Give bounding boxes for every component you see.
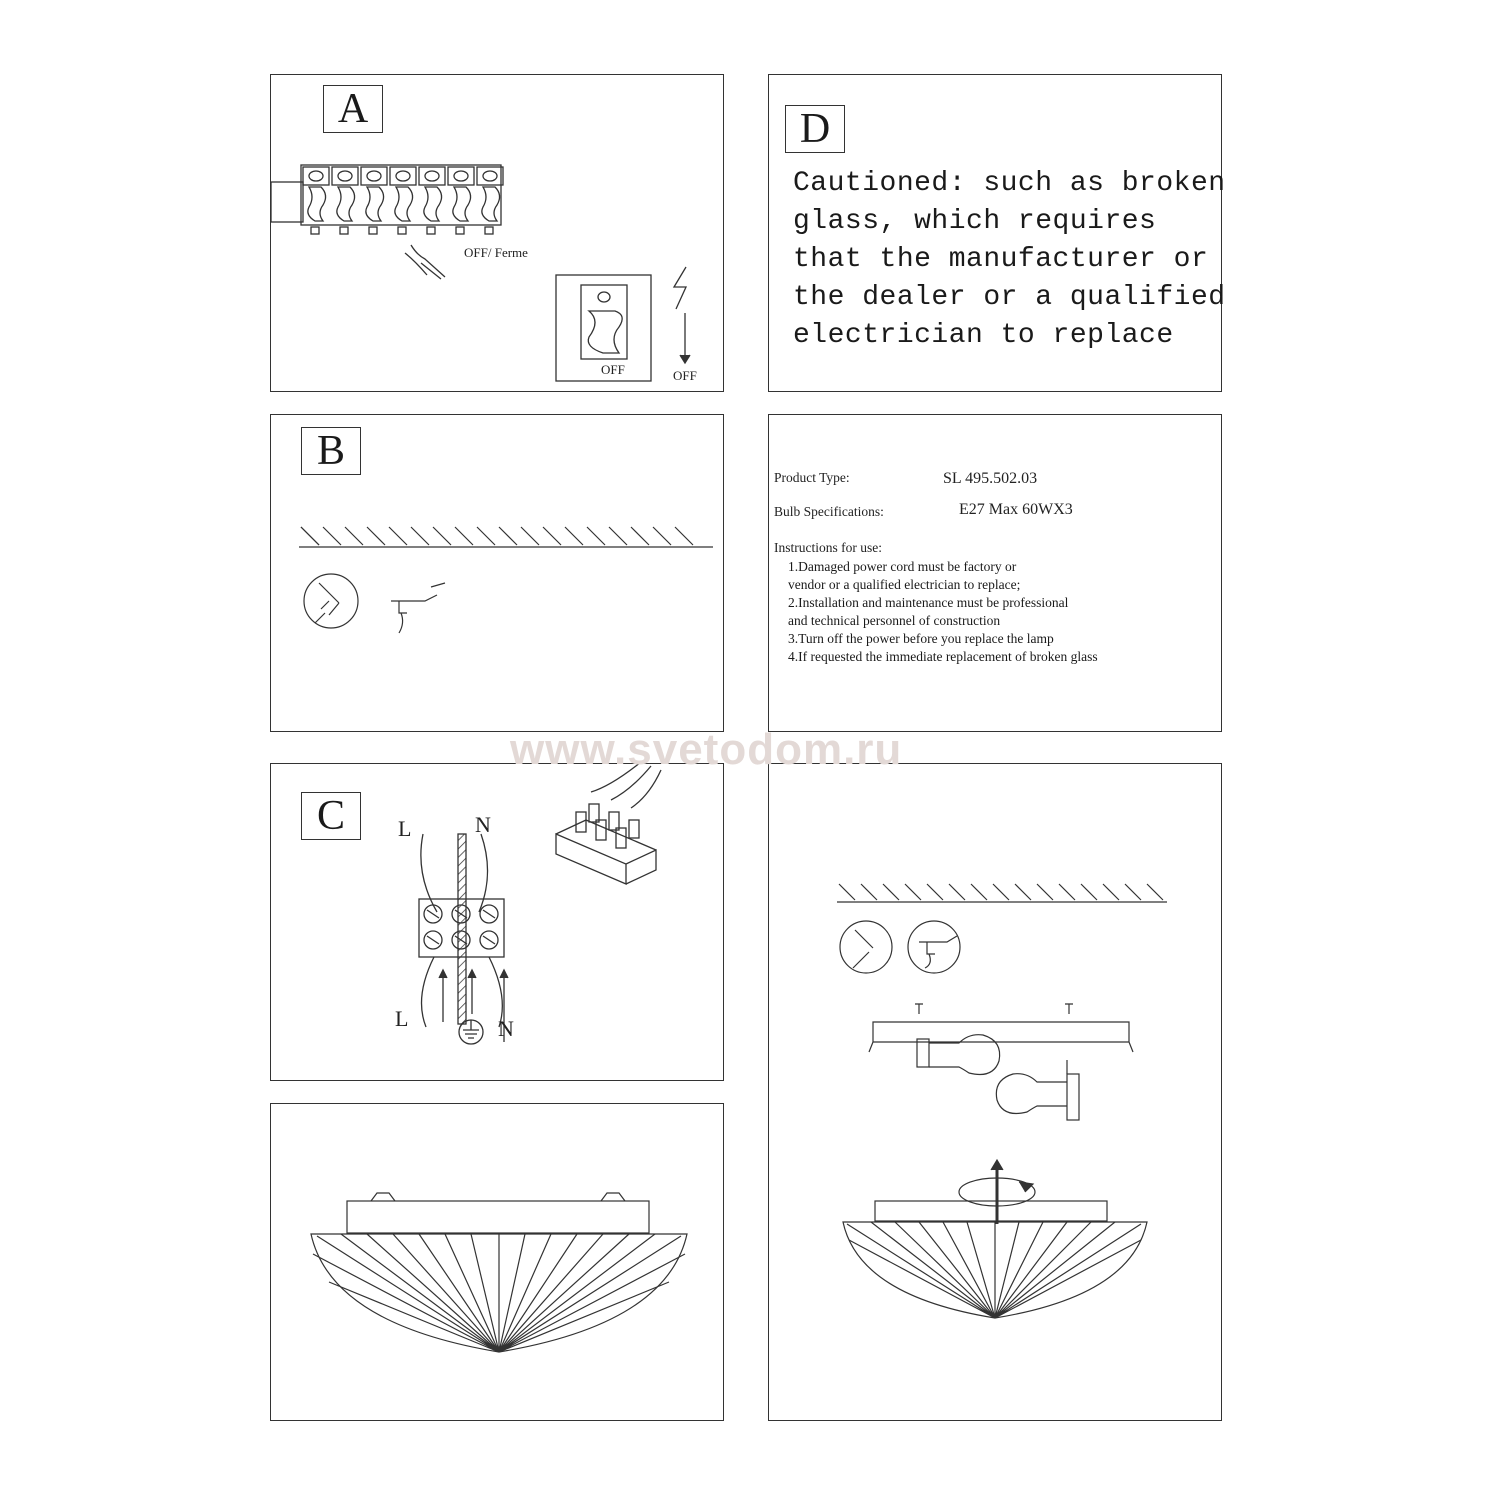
wire-label-l-bottom: L — [395, 1006, 409, 1031]
screwdriver-icon — [840, 921, 892, 973]
caution-line: Cautioned: such as broken — [793, 168, 1226, 199]
ceiling-lamp-illustration — [271, 1104, 725, 1422]
drill-icon — [391, 583, 445, 633]
product-type-label: Product Type: — [774, 470, 850, 485]
caution-line: the dealer or a qualified — [793, 282, 1226, 313]
bulb-spec-label: Bulb Specifications: — [774, 504, 884, 519]
breaker-off-label: OFF/ Ferme — [464, 245, 528, 260]
caution-line: glass, which requires — [793, 206, 1157, 237]
instructions-title: Instructions for use: — [774, 540, 882, 555]
panel-c-letter: C — [301, 792, 361, 840]
switch-off-label: OFF — [601, 362, 625, 377]
breaker-panel-illustration — [271, 75, 725, 393]
watermark: www.svetodom.ru — [510, 725, 903, 774]
panel-b-drilling — [270, 414, 724, 732]
panel-a-switch-off — [270, 74, 724, 392]
product-type-value: SL 495.502.03 — [943, 470, 1038, 487]
caution-text — [793, 165, 1226, 355]
panel-d-letter: D — [785, 105, 845, 153]
instruction-item: 3.Turn off the power before you replace the lamp — [788, 631, 1054, 646]
instructions-list — [788, 558, 1098, 666]
arrow-off-label: OFF — [673, 368, 697, 383]
instruction-item: and technical personnel of construction — [788, 613, 1001, 628]
wire-label-n-top: N — [475, 812, 491, 837]
instruction-item: vendor or a qualified electrician to replace; — [788, 577, 1021, 592]
caution-line: that the manufacturer or — [793, 244, 1209, 275]
screwdriver-icon — [304, 574, 358, 628]
bulb-installation-illustration — [769, 764, 1223, 1422]
caution-line: electrician to replace — [793, 320, 1174, 351]
panel-a-letter: A — [323, 85, 383, 133]
panel-assembled-lamp — [270, 1103, 724, 1421]
ceiling-drill-illustration — [271, 415, 725, 733]
panel-b-letter: B — [301, 427, 361, 475]
panel-c-wiring — [270, 763, 724, 1081]
wire-label-n-bottom: N — [498, 1016, 514, 1041]
panel-specifications — [768, 414, 1222, 732]
bulb-spec-value: E27 Max 60WX3 — [959, 501, 1073, 518]
instruction-item: 1.Damaged power cord must be factory or — [788, 559, 1017, 574]
instruction-item: 2.Installation and maintenance must be professional — [788, 595, 1069, 610]
drill-icon — [908, 921, 960, 973]
panel-bulb-installation — [768, 763, 1222, 1421]
wire-label-l-top: L — [398, 816, 412, 841]
panel-d-caution — [768, 74, 1226, 392]
instruction-item: 4.If requested the immediate replacement of broken glass — [788, 649, 1098, 664]
